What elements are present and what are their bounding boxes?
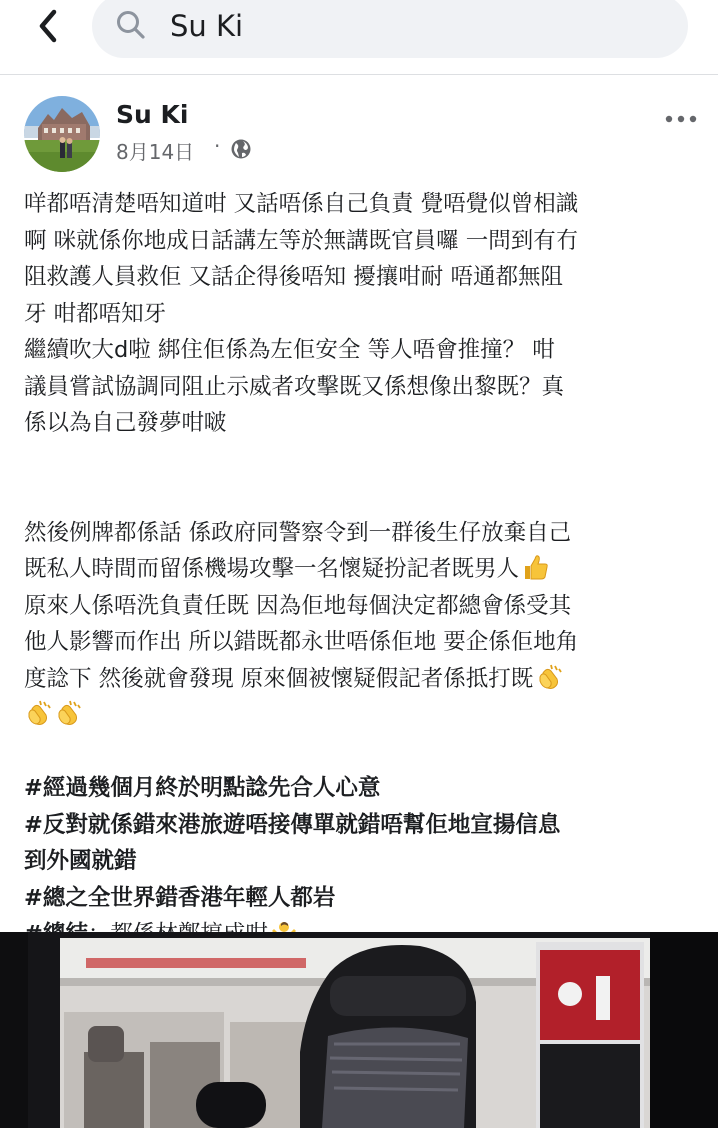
post-line: 他人影響而作出 所以錯既都永世唔係佢地 要企係佢地角	[24, 629, 579, 655]
post-line: 原來人係唔洗負責任既 因為佢地每個決定都總會係受其	[24, 592, 572, 619]
avatar[interactable]	[24, 96, 100, 172]
clapping-hands-emoji	[535, 663, 563, 691]
thumbs-up-emoji	[521, 553, 549, 581]
post-author-name[interactable]: Su Ki	[116, 100, 189, 129]
search-bar[interactable]	[92, 0, 688, 58]
hashtag-link[interactable]: 到外國就錯	[24, 848, 137, 874]
more-options-icon[interactable]	[664, 106, 698, 132]
post-line	[24, 551, 704, 588]
post-line: 然後例牌都係話 係政府同警察令到一群後生仔放棄自己	[24, 519, 572, 546]
paragraph-spacer	[24, 734, 704, 771]
paragraph-spacer	[24, 478, 704, 515]
search-input[interactable]	[170, 6, 650, 46]
post-line: 係以為自己發夢咁啵	[24, 410, 227, 436]
hashtag-link[interactable]: #總之全世界錯香港年輕人都岩	[24, 884, 336, 911]
post-line: 阻救護人員救佢 又話企得後唔知 擾攘咁耐 唔通都無阻	[24, 264, 563, 290]
post-line: 繼續吹大d啦 綁住佢係為左佢安全 等人唔會推撞？ 咁	[24, 337, 555, 363]
divider	[0, 74, 718, 75]
clapping-hands-emoji	[54, 699, 82, 727]
post-line-text: 既私人時間而留係機場攻擊一名懷疑扮記者既男人	[24, 556, 520, 582]
post-line-text: 度諗下 然後就會發現 原來個被懷疑假記者係抵打既	[24, 665, 534, 692]
post-line: 議員嘗試協調同阻止示威者攻擊既又係想像出黎既？真	[24, 373, 565, 400]
paragraph-spacer	[24, 442, 704, 479]
globe-icon	[230, 138, 252, 160]
post-line	[24, 661, 704, 698]
post-line	[24, 697, 704, 734]
back-arrow-icon[interactable]	[30, 6, 74, 46]
post-header	[0, 88, 718, 178]
post-line: 牙 咁都唔知牙	[24, 300, 167, 327]
post-line: 啊 咪就係你地成日話講左等於無講既官員囉 一問到有冇	[24, 227, 579, 254]
meta-separator: ·	[214, 134, 221, 158]
embedded-video[interactable]	[0, 932, 718, 1128]
hashtag-link[interactable]: #反對就係錯來港旅遊唔接傳單就錯唔幫佢地宣揚信息	[24, 811, 561, 838]
hashtag-link[interactable]: #經過幾個月終於明點諗先合人心意	[24, 775, 381, 801]
post-date[interactable]: 8月14日	[116, 140, 195, 164]
clapping-hands-emoji	[24, 699, 52, 727]
search-icon	[114, 8, 148, 42]
top-bar	[0, 0, 718, 72]
post-text	[24, 186, 704, 953]
post-line: 咩都唔清楚唔知道咁 又話唔係自己負責 覺唔覺似曾相識	[24, 191, 579, 217]
